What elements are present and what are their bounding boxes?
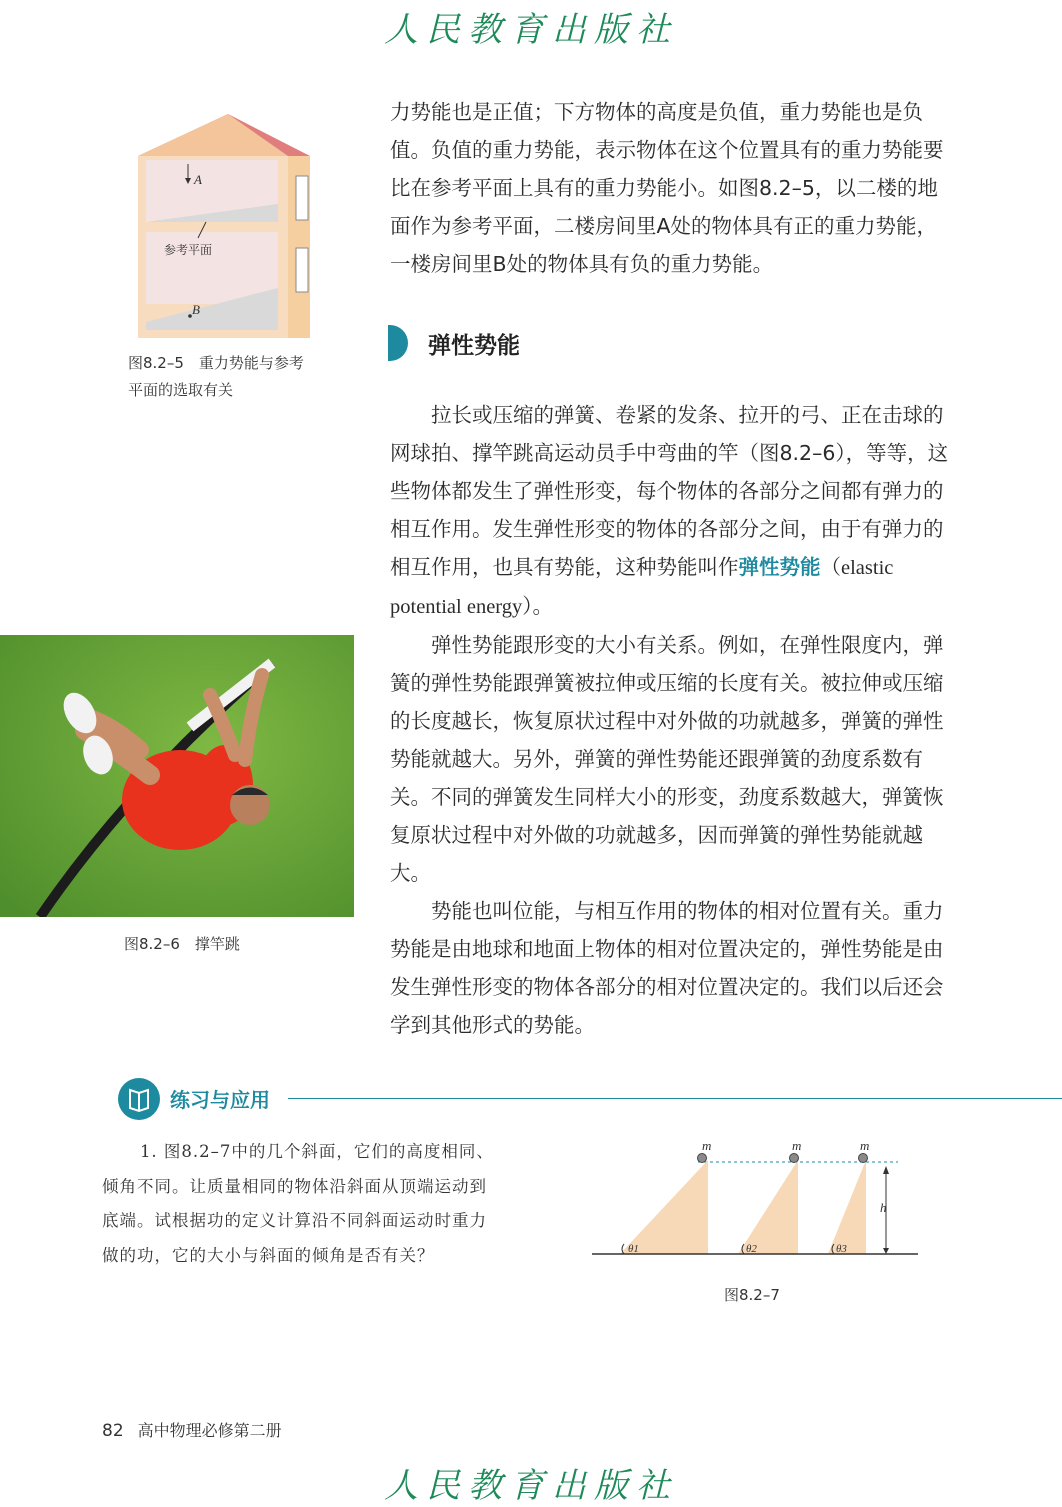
paragraph-4: 势能也叫位能，与相互作用的物体的相对位置有关。重力势能是由地球和地面上物体的相对位置决定的，弹性势能是由发生弹性形变的物体各部分的相对位置决定的。我们以后还会学到其他形式的势能。 bbox=[390, 899, 944, 1037]
mass-2 bbox=[790, 1154, 799, 1163]
paragraph-1-text: 力势能也是正值；下方物体的高度是负值，重力势能也是负值。负值的重力势能，表示物体在这个位置具有的重力势能要比在参考平面上具有的重力势能小。如图8.2–5，以二楼的地面作为参考平面，二楼房间里A处的物体具有正的重力势能，一楼房间里B处的物体具有负的重力势能。 bbox=[390, 100, 944, 276]
incline-2 bbox=[738, 1160, 798, 1254]
incline-1 bbox=[620, 1160, 708, 1254]
mass-label-1: m bbox=[702, 1138, 712, 1153]
exercise-item-1-text: 1. 图8.2–7中的几个斜面，它们的高度相同、倾角不同。让质量相同的物体沿斜面从顶端运动到底端。试根据功的定义计算沿不同斜面运动时重力做的功，它的大小与斜面的倾角是否有关？ bbox=[102, 1142, 494, 1265]
label-a: A bbox=[194, 172, 202, 187]
figure-8-2-7-caption: 图8.2–7 bbox=[724, 1286, 780, 1304]
window-lower bbox=[296, 248, 308, 292]
exercise-header bbox=[118, 1074, 1062, 1122]
caption-line-2: 平面的选取有关 bbox=[128, 381, 234, 399]
section-title: 弹性势能 bbox=[428, 332, 520, 359]
page-footer bbox=[102, 1418, 282, 1441]
figure-8-2-5-house bbox=[128, 108, 328, 348]
paragraph-2-close: ）。 bbox=[522, 594, 554, 618]
height-label: h bbox=[880, 1200, 887, 1215]
incline-3 bbox=[828, 1160, 866, 1254]
paragraph-3: 弹性势能跟形变的大小有关系。例如，在弹性限度内，弹簧的弹性势能跟弹簧被拉伸或压缩的长度有关。被拉伸或压缩的长度越长，恢复原状过程中对外做的功就越多，弹簧的弹性势能就越大。另外，弹簧的弹性势能还跟弹簧的劲度系数有关。不同的弹簧发生同样大小的形变，劲度系数越大，弹簧恢复原状过程中对外做的功就越多，因而弹簧的弹性势能就越大。 bbox=[390, 633, 944, 885]
theta-2: θ2 bbox=[746, 1243, 757, 1255]
exercise-item-1 bbox=[102, 1135, 494, 1273]
exercise-title: 练习与应用 bbox=[170, 1088, 270, 1112]
label-b: B bbox=[192, 302, 200, 317]
paragraph-2-text: 拉长或压缩的弹簧、卷紧的发条、拉开的弓、正在击球的网球拍、撑竿跳高运动员手中弯曲的竿（图8.2–6），等等，这些物体都发生了弹性形变，每个物体的各部分之间都有弹力的相互作用。发生弹性形变的物体的各部分之间，由于有弹力的相互作用，也具有势能，这种势能叫作 bbox=[390, 403, 949, 579]
publisher-logo-bottom: 人民教育出版社 bbox=[384, 1466, 678, 1506]
paragraph-2-open: （ bbox=[820, 555, 841, 579]
exercise-book-icon bbox=[118, 1078, 160, 1120]
label-reference-plane: 参考平面 bbox=[164, 243, 213, 257]
mass-label-2: m bbox=[792, 1138, 802, 1153]
section-heading bbox=[388, 323, 520, 363]
paragraph-1 bbox=[390, 93, 950, 283]
term-english: elastic potential energy bbox=[390, 557, 894, 618]
book-icon-glyph bbox=[118, 1078, 160, 1120]
section-body bbox=[390, 396, 950, 1044]
figure-8-2-6-pole-vault-photo bbox=[0, 635, 354, 917]
figure-8-2-6-caption: 图8.2–6 撑竿跳 bbox=[124, 935, 240, 953]
figure-8-2-7-inclines bbox=[588, 1130, 928, 1270]
mass-label-3: m bbox=[860, 1138, 870, 1153]
mass-3 bbox=[859, 1154, 868, 1163]
caption-line-1: 图8.2–5 重力势能与参考 bbox=[128, 354, 304, 372]
term-elastic-potential-energy: 弹性势能 bbox=[738, 555, 821, 579]
publisher-logo-top: 人民教育出版社 bbox=[384, 10, 678, 50]
mass-1 bbox=[698, 1154, 707, 1163]
section-marker-icon bbox=[388, 325, 408, 361]
theta-3: θ3 bbox=[836, 1243, 847, 1255]
page-number: 82 bbox=[102, 1421, 124, 1441]
exercise-rule bbox=[288, 1098, 1062, 1099]
window-upper bbox=[296, 176, 308, 220]
figure-8-2-5-caption bbox=[128, 350, 304, 404]
paragraph-2 bbox=[390, 396, 950, 626]
theta-1: θ1 bbox=[628, 1243, 639, 1255]
book-title: 高中物理必修第二册 bbox=[137, 1421, 282, 1440]
